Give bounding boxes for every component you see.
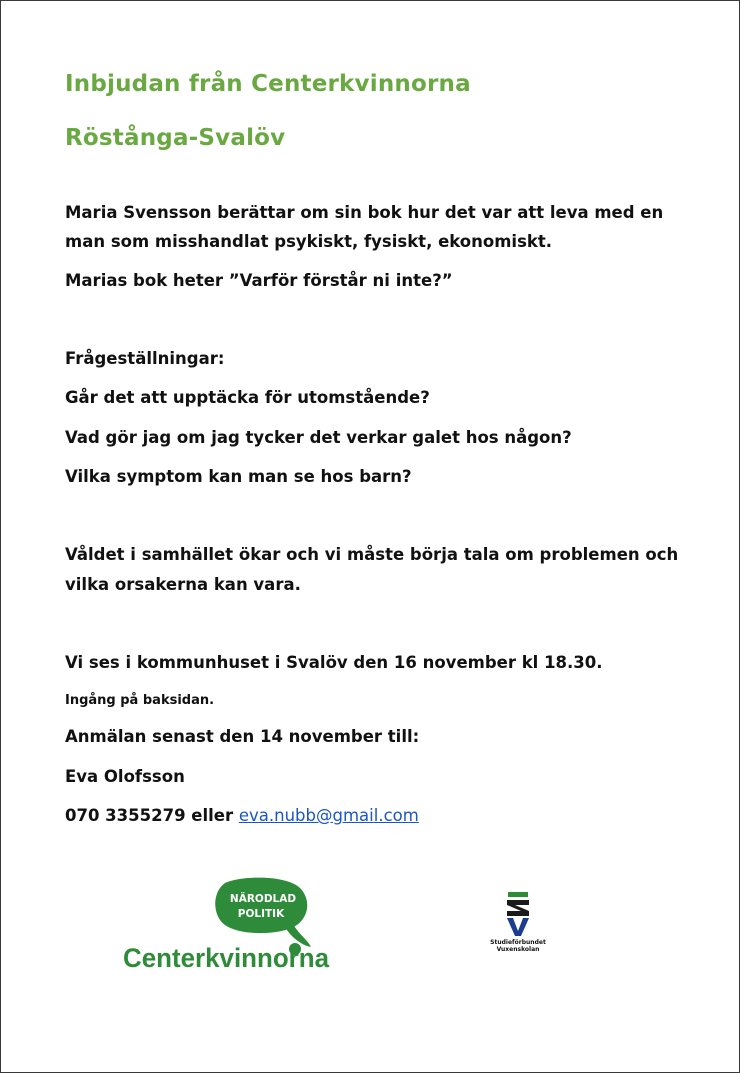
statement-line-1: Våldet i samhället ökar och vi måste börja tala om problemen och	[65, 545, 679, 564]
email-link[interactable]: eva.nubb@gmail.com	[238, 806, 419, 825]
question-3: Vilka symptom kan man se hos barn?	[65, 467, 412, 486]
sv-s-shape	[507, 900, 529, 916]
phone-number: 070 3355279 eller	[65, 806, 239, 825]
statement-line-2: vilka orsakerna kan vara.	[65, 575, 301, 594]
questions-heading: Frågeställningar:	[65, 349, 225, 368]
centerkvinnorna-logo	[121, 877, 331, 973]
contact-name: Eva Olofsson	[65, 767, 185, 786]
intro-line-2: man som misshandlat psykiskt, fysiskt, ekonomiskt.	[65, 232, 553, 251]
registration-deadline: Anmälan senast den 14 november till:	[65, 727, 420, 746]
contact-line	[65, 802, 419, 830]
badge-text-1: NÄRODLAD	[229, 893, 297, 905]
centerkvinnorna-wordmark: Centerkvinnorna	[123, 943, 330, 973]
sv-v-shape	[507, 918, 529, 936]
entrance-note: Ingång på baksidan.	[65, 693, 215, 708]
sv-logo	[485, 891, 551, 957]
badge-bubble	[215, 878, 307, 934]
title-line-2: Röstånga-Svalöv	[65, 125, 286, 151]
book-title-line: Marias bok heter ”Varför förstår ni inte?”	[65, 271, 453, 290]
title-line-1: Inbjudan från Centerkvinnorna	[65, 71, 471, 97]
sv-mark	[485, 891, 551, 937]
event-time: Vi ses i kommunhuset i Svalöv den 16 november kl 18.30.	[65, 653, 603, 672]
sv-text-2: Vuxenskolan	[496, 946, 540, 953]
sv-text-1: Studieförbundet	[490, 939, 546, 946]
intro-line-1: Maria Svensson berättar om sin bok hur det var att leva med en	[65, 203, 664, 222]
question-1: Går det att upptäcka för utomstående?	[65, 388, 430, 407]
badge-text-2: POLITIK	[237, 908, 285, 920]
question-2: Vad gör jag om jag tycker det verkar galet hos någon?	[65, 428, 572, 447]
